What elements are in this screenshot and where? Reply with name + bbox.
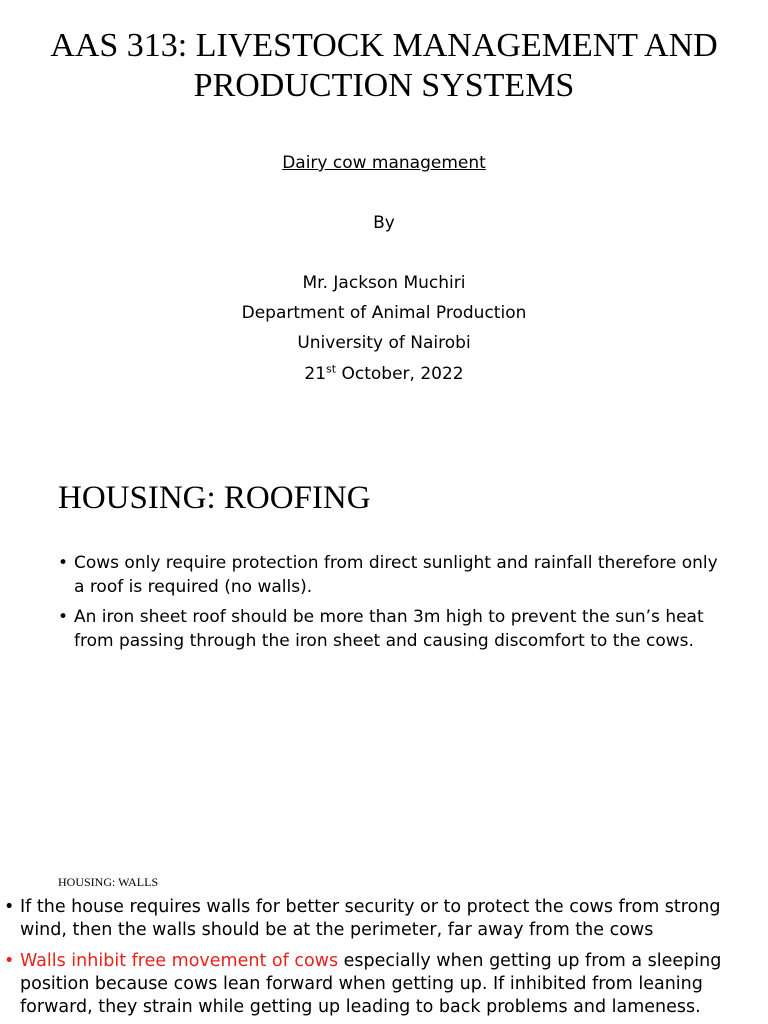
bullet-glyph: • (58, 553, 69, 573)
roofing-heading: HOUSING: ROOFING (58, 480, 371, 516)
bullet-text: especially when getting up from a sleeping position because cows lean forward when getting up. If inhibited from leaning forward, they strain while getting up leading to back problems and lameness. (20, 951, 722, 1017)
list-item (4, 896, 734, 942)
author-name: Mr. Jackson Muchiri (302, 273, 466, 293)
bullet-text: An iron sheet roof should be more than 3m high to prevent the sun’s heat from passing through the iron sheet and causing discomfort to the cows. (74, 607, 704, 651)
bullet-text: Cows only require protection from direct sunlight and rainfall therefore only a roof is required (no walls). (74, 553, 718, 597)
course-title: AAS 313: LIVESTOCK MANAGEMENT AND PRODUCTION SYSTEMS (50, 27, 718, 104)
list-item (58, 605, 718, 653)
date-day: 21 (304, 364, 327, 384)
bullet-text: If the house requires walls for better security or to protect the cows from strong wind, then the walls should be at the perimeter, far away from the cows (20, 897, 721, 940)
date-suffix: st (326, 362, 337, 376)
walls-bullet-list (4, 896, 734, 1024)
bullet-glyph: • (58, 607, 69, 627)
bullet-highlight-text: Walls inhibit free movement of cows (20, 951, 339, 971)
list-item (58, 551, 718, 599)
walls-heading: HOUSING: WALLS (58, 875, 159, 889)
title-slide (0, 0, 768, 445)
walls-slide (0, 850, 768, 1024)
bullet-glyph: • (4, 897, 15, 917)
department-name: Department of Animal Production (241, 303, 527, 323)
lecture-subtitle: Dairy cow management (282, 153, 486, 173)
university-name: University of Nairobi (297, 333, 471, 353)
by-label: By (373, 213, 395, 233)
bullet-glyph: • (4, 951, 15, 971)
list-item (4, 950, 734, 1019)
roofing-slide (0, 445, 768, 850)
roofing-bullet-list (58, 551, 718, 659)
lecture-date (0, 363, 768, 385)
date-rest: October, 2022 (336, 364, 464, 384)
